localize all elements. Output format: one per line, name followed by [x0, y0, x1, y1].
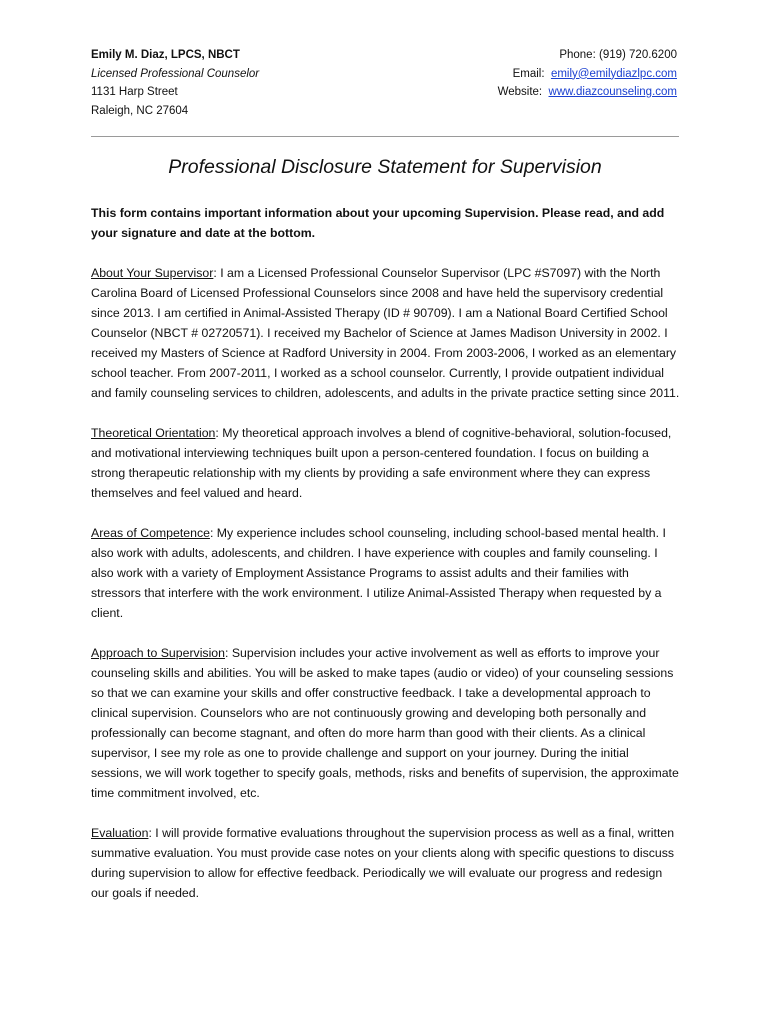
section-text: : My theoretical approach involves a blend of cognitive-behavioral, solution-focused, and motivational interviewing techniques built upon a person-centered foundation. I focus on building a strong therapeutic relationship with my clients by providing a safe environment where they can express themselves and feel valued and heard. — [91, 426, 672, 500]
section-areas-of-competence — [91, 523, 681, 623]
header-divider — [91, 136, 679, 137]
section-text: : Supervision includes your active involvement as well as efforts to improve your counseling skills and abilities. You will be asked to make tapes (audio or video) of your counseling sessions so that we can examine your skills and offer constructive feedback. I take a developmental approach to clinical supervision. Counselors who are not continuously growing and developing both personally and professionally can become stagnant, and often do more harm than good with their clients. As a clinical supervisor, I see my role as one to provide challenge and support on your journey. During the initial sessions, we will work together to specify goals, methods, risks and benefits of supervision, the approximate time commitment involved, etc. — [91, 646, 679, 800]
section-theoretical-orientation — [91, 423, 681, 503]
section-heading: Theoretical Orientation — [91, 426, 216, 440]
city-state-zip: Raleigh, NC 27604 — [91, 104, 189, 117]
phone-label: Phone: — [559, 49, 596, 61]
section-about-supervisor — [91, 263, 681, 403]
section-text: : I will provide formative evaluations throughout the supervision process as well as a final, written summative evaluation. You must provide case notes on your clients along with specific questions to discuss during supervision to allow for effective feedback. Periodically we will evaluate our progress and redesign our goals if needed. — [91, 826, 675, 900]
counselor-title: Licensed Professional Counselor — [91, 67, 260, 80]
section-heading: About Your Supervisor — [91, 266, 214, 280]
website-link[interactable]: www.diazcounseling.com — [548, 86, 677, 98]
email-line — [498, 65, 677, 84]
section-evaluation — [91, 823, 681, 903]
section-approach-to-supervision — [91, 643, 681, 803]
document-title: Professional Disclosure Statement for Supervision — [168, 156, 602, 178]
section-heading: Evaluation — [91, 826, 149, 840]
section-heading: Areas of Competence — [91, 526, 210, 540]
counselor-name: Emily M. Diaz, LPCS, NBCT — [91, 49, 240, 61]
website-label: Website: — [497, 86, 543, 98]
document-body — [91, 203, 681, 923]
letterhead-contact-block — [91, 46, 259, 120]
website-line — [498, 83, 677, 102]
section-heading: Approach to Supervision — [91, 646, 225, 660]
phone-line — [498, 46, 677, 65]
email-label: Email: — [512, 67, 545, 80]
section-text: : I am a Licensed Professional Counselor Supervisor (LPC #S7097) with the North Carolina Board of Licensed Professional Counselors since 2008 and have held the supervisory credential since 2013. I am certified in Animal-Assisted Therapy (ID # 90709). I am a National Board Certified School Counselor (NBCT # 02720571). I received my Bachelor of Science at James Madison University in 2002. I received my Masters of Science at Radford University in 2004. From 2003-2006, I worked as an elementary school teacher. From 2007-2011, I worked as a school counselor. Currently, I provide outpatient individual and family counseling services to children, adolescents, and adults in the private practice setting since 2011. — [91, 266, 680, 400]
phone-number: (919) 720.6200 — [598, 49, 677, 61]
intro-paragraph: This form contains important information about your upcoming Supervision. Please read, and add your signature and date at the bottom. — [91, 206, 665, 240]
street-address: 1131 Harp Street — [91, 86, 178, 98]
email-link[interactable]: emily@emilydiazlpc.com — [550, 67, 677, 80]
section-text: : My experience includes school counseling, including school-based mental health. I also work with adults, adolescents, and children. I have experience with couples and family counseling. I also work with a variety of Employment Assistance Programs to assist adults and their families with stressors that interfere with the work environment. I utilize Animal-Assisted Therapy when requested by a client. — [91, 526, 666, 620]
letterhead-contact-details — [498, 46, 677, 102]
